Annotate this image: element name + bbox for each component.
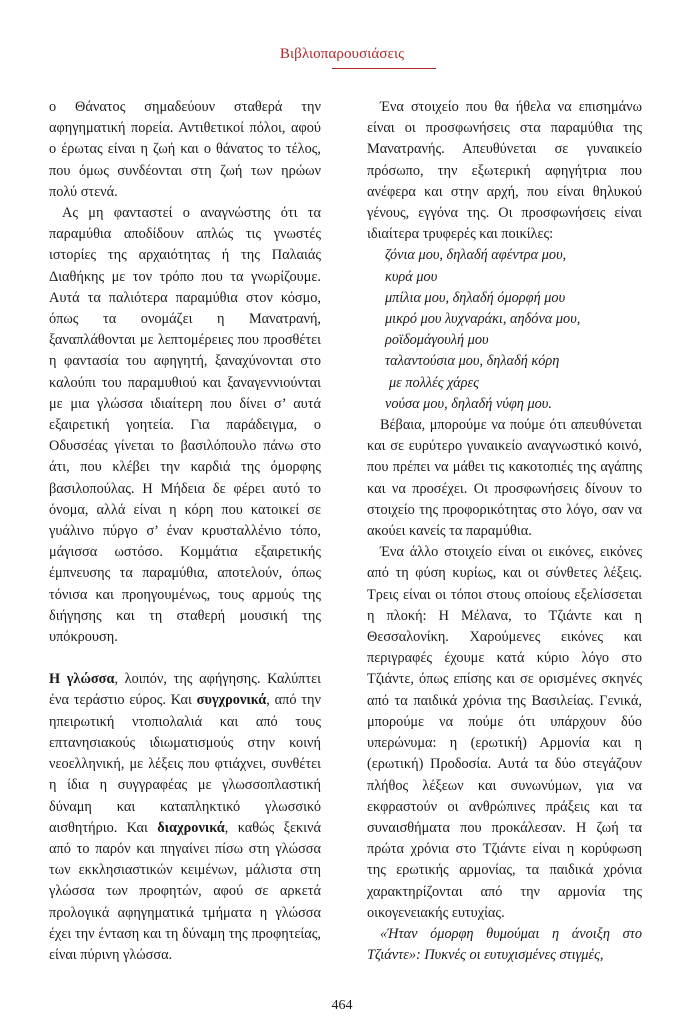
quote-line: μπίλια μου, δηλαδή όμορφή μου bbox=[385, 289, 566, 306]
quote-line: νούσα μου, δηλαδή νύφη μου. bbox=[385, 395, 552, 412]
left-paragraph-3-text-3: , καθώς ξεκινά από το παρόν και πηγαίνει πίσω στη γλώσσα των εκκλησιαστικών κειμένων, μάλιστα στη γλώσσα των προφητών, αφού σε αρκετά προλογικά αφηγηματικά τμήματα η γλώσσα έχει την ένταση και τη δύναμη της προφητείας, είναι πύρινη γλώσσα. bbox=[49, 819, 321, 963]
quote-line: ροϊδομάγουλή μου bbox=[385, 332, 489, 349]
quote-line: ζόνια μου, δηλαδή αφέντρα μου, bbox=[385, 247, 567, 264]
running-header: Βιβλιοπαρουσιάσεις bbox=[279, 46, 405, 62]
right-column bbox=[367, 97, 642, 966]
quote-line: κυρά μου bbox=[385, 268, 438, 285]
header-underline bbox=[332, 68, 436, 69]
term-glossa: Η γλώσσα bbox=[49, 671, 115, 688]
forms-of-address-quote bbox=[367, 245, 642, 415]
left-paragraph-3-text-1: , λοιπόν, της αφήγησης. Καλύπτει ένα τεράστιο εύρος. Και bbox=[49, 671, 321, 709]
quote-line: με πολλές χάρες bbox=[389, 374, 479, 391]
right-paragraph-2: Βέβαια, μπορούμε να πούμε ότι απευθύνεται και σε ευρύτερο γυναικείο αναγνωστικό κοινό, που πρέπει να μάθει τις κακοτοπιές της αγάπης και να προσέχει. Οι προσφωνήσεις δίνουν το στοιχείο της προφορικότητας στο λόγο, σαν να ακούει κανείς τα παραμύθια. bbox=[367, 417, 642, 540]
right-paragraph-1: Ένα στοιχείο που θα ήθελα να επισημάνω είναι οι προσφωνήσεις στα παραμύθια της Μανατρανής. Απευθύνεται σε γυναικείο πρόσωπο, την εξωτερική αφηγήτρια που ανέφερα και στην αρχή, που είναι θηλυκού γένους, εγγόνα της. Οι προσφωνήσεις είναι ιδιαίτερα τρυφερές και ποικίλες: bbox=[367, 99, 642, 243]
term-synchronika: συγχρονικά bbox=[196, 692, 267, 709]
quote-line: ταλαντούσια μου, δηλαδή κόρη bbox=[385, 353, 560, 370]
left-paragraph-3 bbox=[49, 669, 321, 966]
page-number: 464 bbox=[331, 998, 353, 1013]
left-paragraph-1: ο Θάνατος σημαδεύουν σταθερά την αφηγηματική πορεία. Αντιθετικοί πόλοι, αφού ο έρωτας είναι η ζωή και ο θάνατος το τέλος, που όμως συνδέονται στη ζωή των ηρώων πολύ στενά. bbox=[49, 99, 321, 200]
right-paragraph-3: Ένα άλλο στοιχείο είναι οι εικόνες, εικόνες από τη φύση κυρίως, και οι σύνθετες λέξεις. Τρεις είναι οι τόποι στους οποίους εξελίσσεται η πλοκή: Η Μέλανα, το Τζιάντε και η Θεσσαλονίκη. Χαρούμενες εικόνες και περιγραφές έχουμε κατά κύριο λόγο στο Τζιάντε, όπως επίσης και σε ορισμένες σκηνές από τα παιδικά χρόνια της Βασιλείας. Γενικά, μπορούμε να πούμε ότι υπάρχουν δύο υπερώνυμα: η (ερωτική) Αρμονία και η (ερωτική) Προδοσία. Αυτά τα δύο στεγάζουν πλήθος λέξεων και συνωνύμων, για να εκφραστούν οι ανθρώπινες πράξεις και τα συναισθήματα που προκάλεσαν. Η ζωή τα πρώτα χρόνια στο Τζιάντε είναι η κορύφωση της ερωτικής αρμονίας, τα παιδικά χρόνια χαρακτηρίζονται από την αρμονία της οικογενειακής ευτυχίας. bbox=[367, 544, 642, 921]
left-column bbox=[49, 97, 321, 966]
right-paragraph-4: «Ήταν όμορφη θυμούμαι η άνοιξη στο Τζιάντε»: Πυκνές οι ευτυχισμένες στιγμές, bbox=[367, 925, 642, 964]
term-diachronika: διαχρονικά bbox=[157, 819, 225, 836]
left-paragraph-2: Ας μη φανταστεί ο αναγνώστης ότι τα παραμύθια αποδίδουν απλώς τις γνωστές ιστορίες της αρχαιότητας ή της Παλαιάς Διαθήκης με τον τρόπο που τα γνωρίζουμε. Αυτά τα παλιότερα παραμύθια στον κόσμο, όπως τα ονομάζει η Μανατρανή, ξαναπλάθονται με λεπτομέρειες που προσθέτει η φαντασία του αφηγητή, ξαναχύνονται στο καλούπι του παραμυθιού και ξαναγεννιούνται με μια γλώσσα ιδιαίτερη που δίνει σ’ αυτά εξαιρετική γοητεία. Για παράδειγμα, ο Οδυσσέας γίνεται το βασιλόπουλο πάνω στο άτι, που κλέβει την καρδιά της όμορφης βασιλοπούλας. Η Μήδεια δε φέρει αυτό το όνομα, αλλά είναι η κόρη που κατοικεί σε γυάλινο πύργο σ’ έναν κρυσταλλένιο τόπο, μάγισσα ωστόσο. Κομμάτια εξαιρετικής έμπνευσης τα παραμύθια, αποτελούν, όπως τόνισα και προηγουμένως, τους αρμούς της διήγησης και τη σταθερή μουσική της υπόκρουση. bbox=[49, 205, 321, 646]
quote-line: μικρό μου λυχναράκι, αηδόνα μου, bbox=[385, 311, 581, 328]
left-paragraph-3-text-2: , από την ηπειρωτική ντοπιολαλιά και από τους επτανησιακούς ιδιωματισμούς στην κοινή νεοελληνική, με λέξεις που φτιάχνει, συνθέτει η ίδια η συγγραφέας με γλωσσοπλαστική δύναμη και καταπληκτικό γλωσσικό αισθητήριο. Και bbox=[49, 692, 321, 836]
